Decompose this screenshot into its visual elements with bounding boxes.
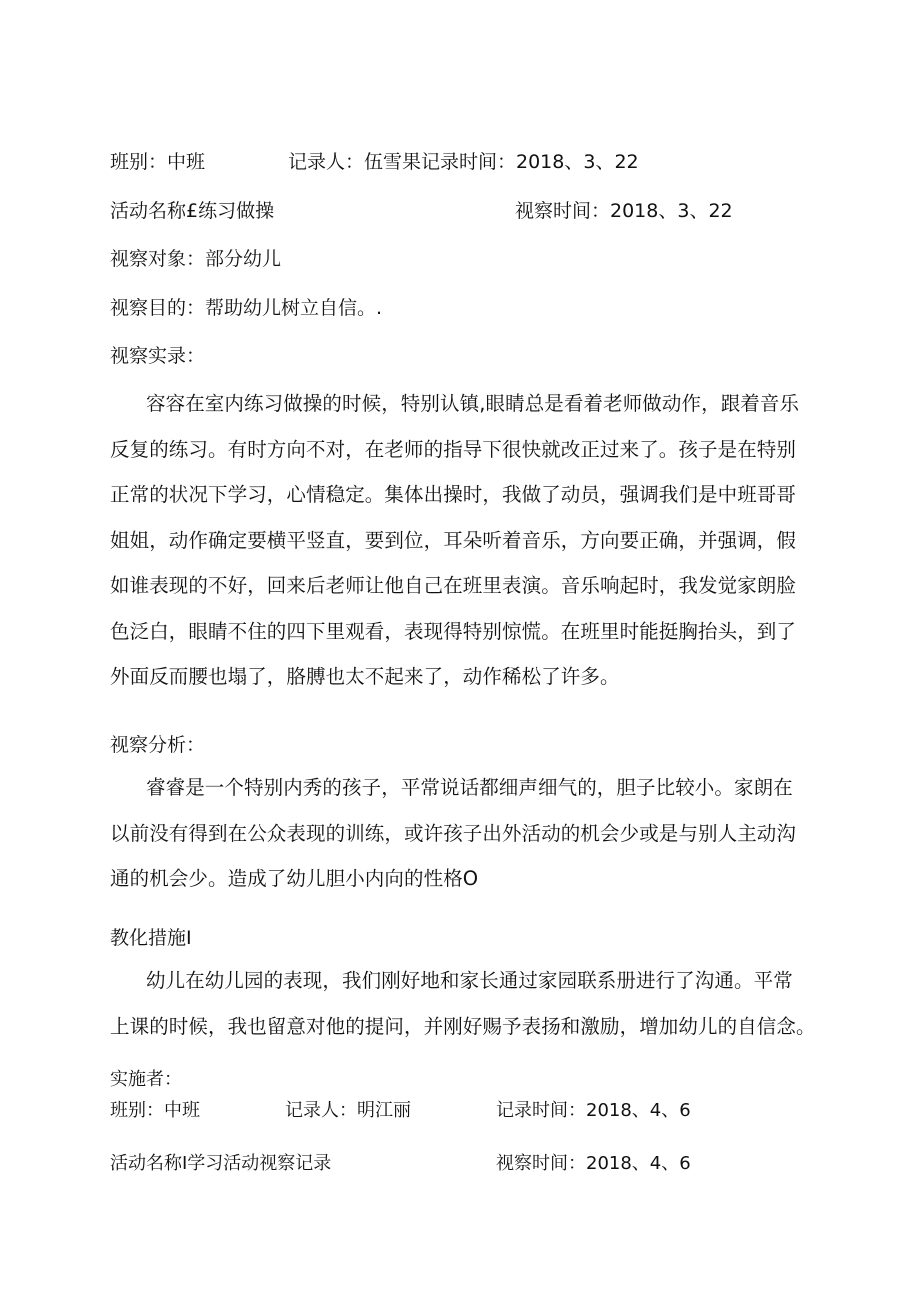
record1-purpose: 视察目的：帮助幼儿树立自信。. (110, 297, 383, 319)
record1-target: 视察对象：部分幼儿 (110, 248, 282, 270)
record-line: 反复的练习。有时方向不对，在老师的指导下很快就改正过来了。孩子是在特别 (110, 437, 797, 461)
record1-activity-name: 活动名称£练习做操 (110, 200, 275, 222)
record1-analysis-paragraph (110, 765, 810, 902)
record-line: 如谁表现的不好，回来后老师让他自己在班里表演。音乐响起时，我发觉家朗脸 (110, 574, 797, 597)
record-line: 姐姐，动作确定要横平竖直，要到位，耳朵听着音乐，方向要正确，并强调，假 (110, 528, 797, 552)
record1-class: 班别：中班 (110, 151, 206, 173)
record2-activity-name: 活动名称I学习活动视察记录 (110, 1153, 332, 1174)
record1-recorder-time: 记录人：伍雪果记录时间：2018、3、22 (288, 151, 639, 173)
record1-record-paragraph (110, 381, 810, 700)
record1-measures-paragraph (110, 958, 816, 1049)
record1-implementer: 实施者： (110, 1069, 182, 1090)
record1-record-heading: 视察实录： (110, 345, 206, 367)
record2-recorder: 记录人：明江丽 (285, 1100, 411, 1121)
analysis-line: 以前没有得到在公众表现的训练，或许孩子出外活动的机会少或是与别人主动沟 (110, 821, 797, 845)
record-line: 正常的状况下学习，心情稳定。集体出操时，我做了动员，强调我们是中班哥哥 (110, 483, 797, 506)
analysis-line: 通的机会少。造成了幼儿胆小内向的性格O (110, 867, 479, 890)
analysis-line: 睿睿是一个特别内秀的孩子，平常说话都细声细气的，胆子比较小。家朗在 (146, 776, 793, 799)
record1-measures-heading: 教化措施I (110, 927, 192, 949)
record-line: 色泛白，眼睛不住的四下里观看，表现得特别惊慌。在班里时能挺胸抬头，到了 (110, 619, 797, 643)
record1-observe-time: 视察时间：2018、3、22 (515, 200, 733, 222)
record-line: 容容在室内练习做操的时候，特别认镇,眼睛总是看着老师做动作，跟着音乐 (146, 392, 800, 415)
measures-line: 上课的时候，我也留意对他的提问，并刚好赐予表扬和激励，增加幼儿的自信念。 (110, 1014, 816, 1038)
record1-analysis-heading: 视察分析： (110, 734, 206, 756)
record2-observe-time: 视察时间：2018、4、6 (496, 1153, 691, 1174)
measures-line: 幼儿在幼儿园的表现，我们刚好地和家长通过家园联系册进行了沟通。平常 (146, 969, 793, 992)
record2-class: 班别：中班 (110, 1100, 200, 1121)
record-line: 外面反而腰也塌了，胳膊也太不起来了，动作稀松了许多。 (110, 665, 620, 688)
record2-record-time: 记录时间：2018、4、6 (496, 1100, 691, 1121)
